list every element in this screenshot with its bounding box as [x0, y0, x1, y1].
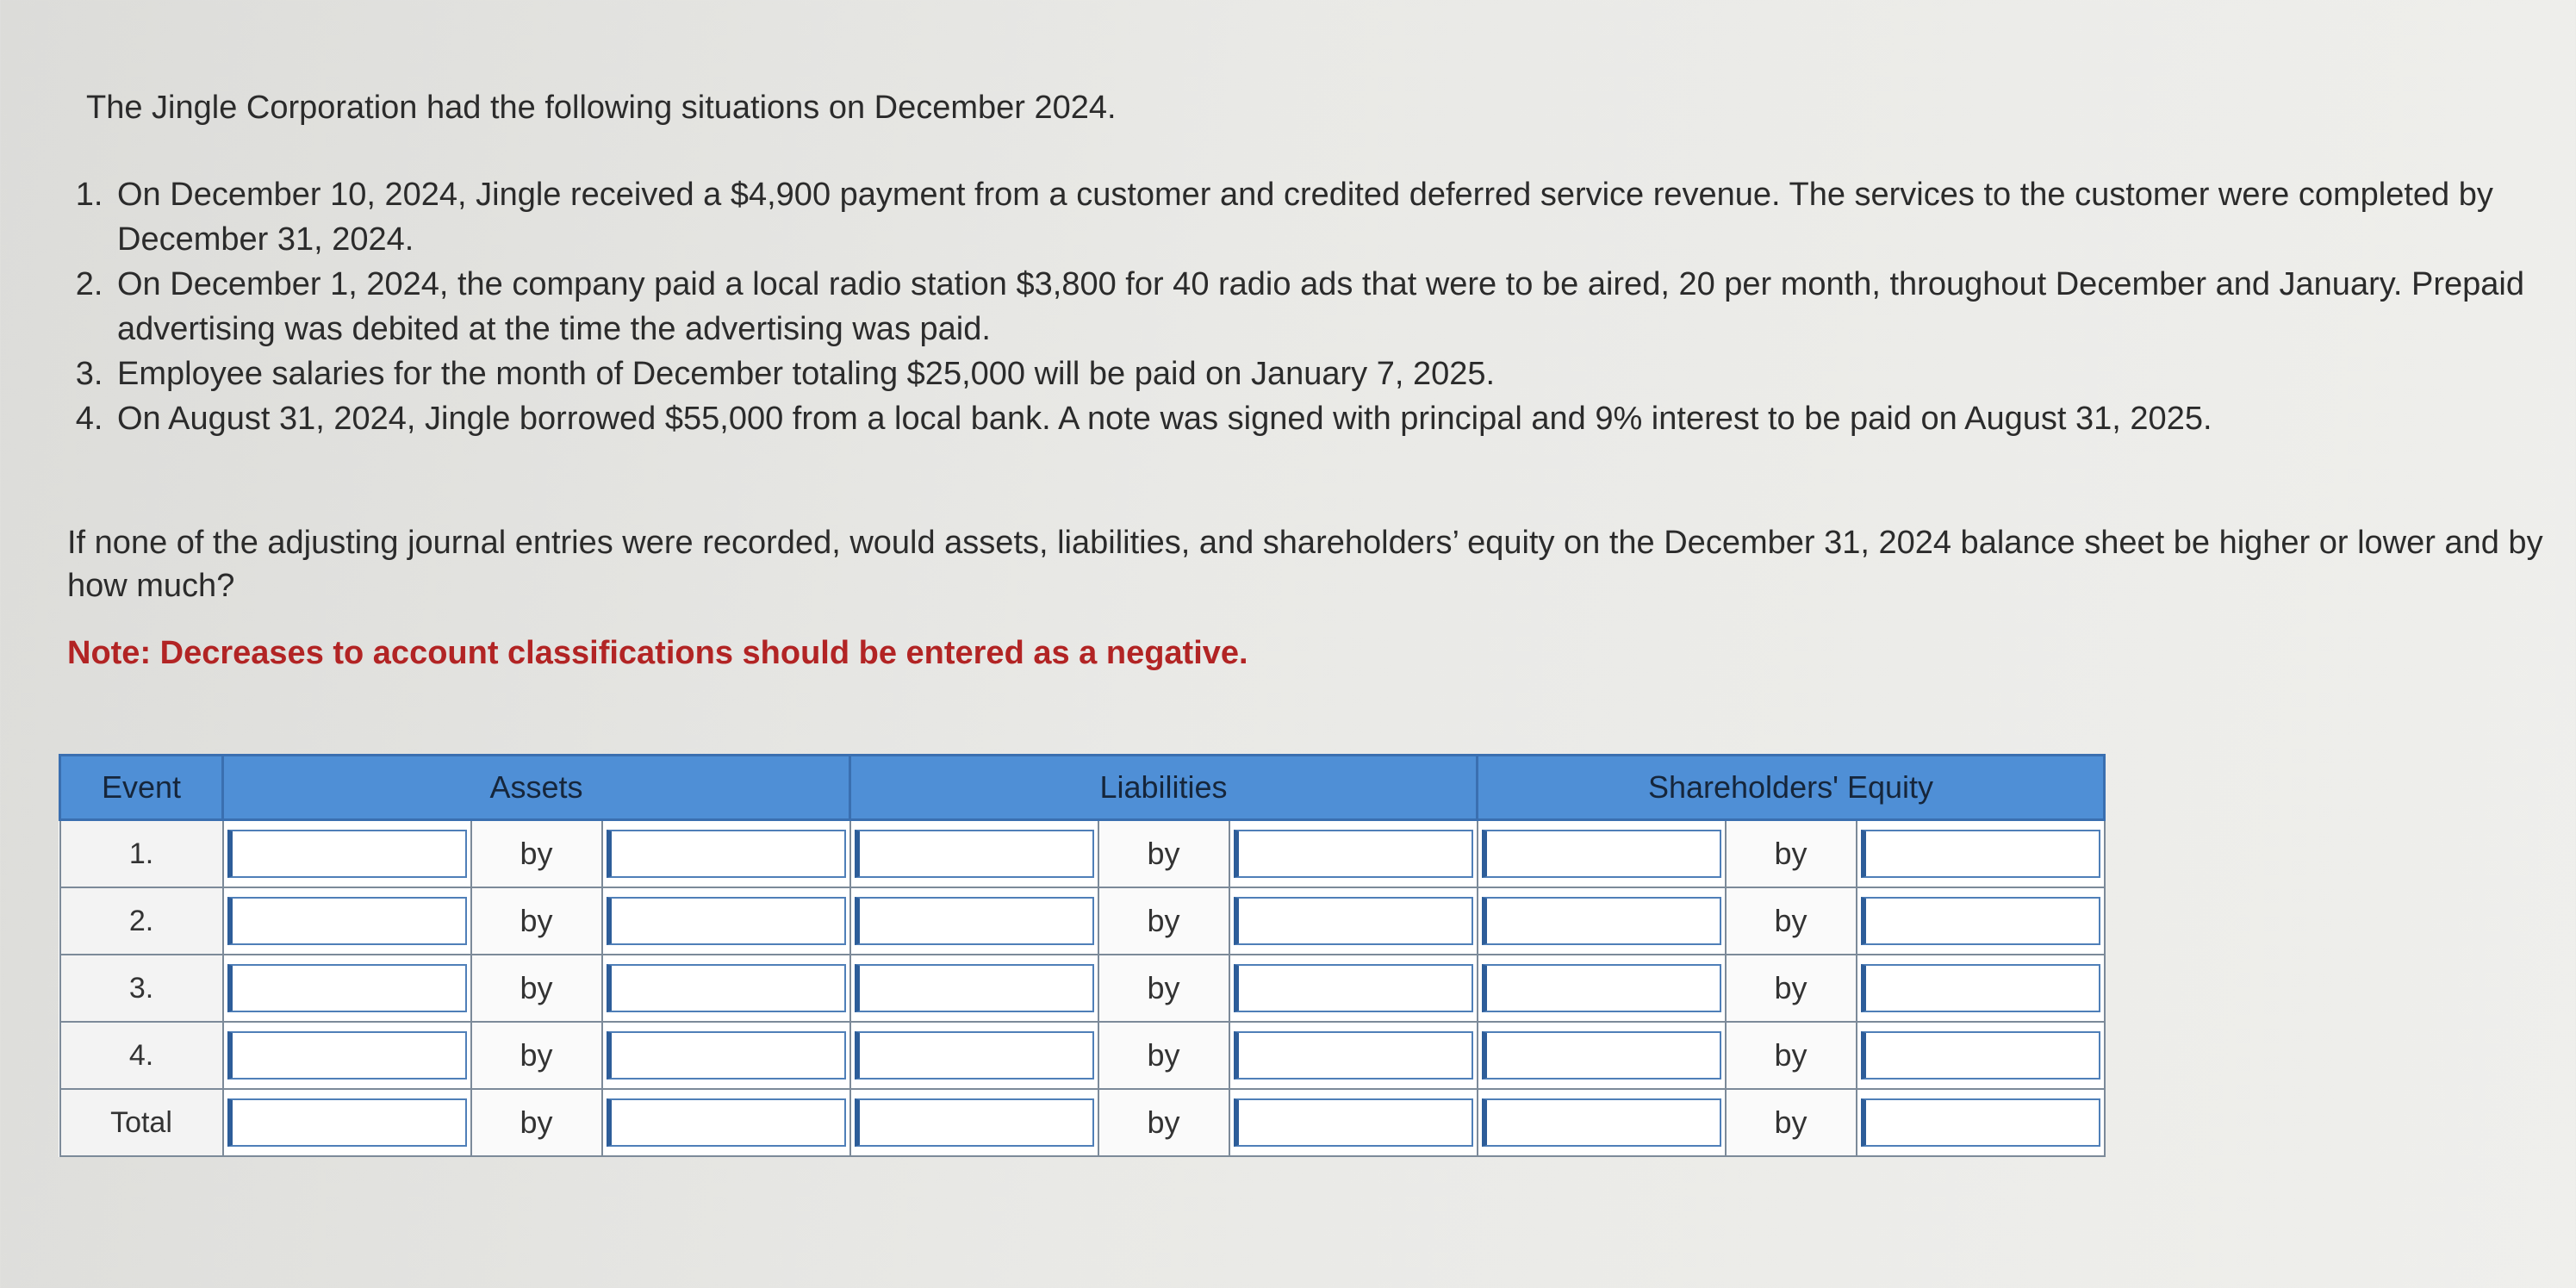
- liabilities-direction-cell: [850, 887, 1098, 955]
- equity-amount-input[interactable]: [1861, 964, 2100, 1012]
- table-header-row: [60, 756, 2105, 820]
- assets-amount-input[interactable]: [607, 897, 846, 945]
- assets-amount-input[interactable]: [607, 830, 846, 878]
- equity-direction-select[interactable]: [1482, 1098, 1721, 1147]
- event-label: 2.: [60, 887, 223, 955]
- equity-amount-cell: [1857, 955, 2105, 1022]
- liabilities-direction-cell: [850, 820, 1098, 888]
- assets-amount-cell: [602, 955, 850, 1022]
- liabilities-direction-select[interactable]: [855, 1098, 1094, 1147]
- equity-direction-cell: [1478, 1089, 1726, 1156]
- table-row: [60, 887, 2105, 955]
- equity-direction-select[interactable]: [1482, 1031, 1721, 1080]
- assets-amount-input[interactable]: [607, 1098, 846, 1147]
- assets-by-label: by: [471, 887, 602, 955]
- event-label: 1.: [60, 820, 223, 888]
- assets-direction-cell: [223, 955, 471, 1022]
- liabilities-by-label: by: [1098, 955, 1229, 1022]
- equity-amount-cell: [1857, 887, 2105, 955]
- equity-by-label: by: [1726, 1022, 1857, 1089]
- liabilities-amount-cell: [1229, 820, 1478, 888]
- situations-list: [69, 172, 2576, 441]
- assets-direction-cell: [223, 1089, 471, 1156]
- liabilities-amount-cell: [1229, 1089, 1478, 1156]
- equity-amount-input[interactable]: [1861, 830, 2100, 878]
- situation-item-4: 4. On August 31, 2024, Jingle borrowed $55,000 from a local bank. A note was signed with principal and 9% interest to be paid on August 31, 2025.: [112, 396, 2576, 441]
- assets-by-label: by: [471, 1022, 602, 1089]
- equity-by-label: by: [1726, 955, 1857, 1022]
- equity-by-label: by: [1726, 887, 1857, 955]
- assets-amount-input[interactable]: [607, 1031, 846, 1080]
- event-label: 4.: [60, 1022, 223, 1089]
- equity-by-label: by: [1726, 820, 1857, 888]
- assets-by-label: by: [471, 820, 602, 888]
- liabilities-by-label: by: [1098, 887, 1229, 955]
- event-label: 3.: [60, 955, 223, 1022]
- equity-by-label: by: [1726, 1089, 1857, 1156]
- liabilities-amount-cell: [1229, 955, 1478, 1022]
- table-row: [60, 820, 2105, 888]
- liabilities-amount-cell: [1229, 887, 1478, 955]
- assets-direction-select[interactable]: [227, 964, 467, 1012]
- equity-direction-cell: [1478, 955, 1726, 1022]
- answer-table: [59, 754, 2106, 1157]
- situation-item-2: 2. On December 1, 2024, the company paid a local radio station $3,800 for 40 radio ads that were to be aired, 20 per month, throughout December and January. Prepaid advertising was debited at the time the advertising was paid.: [112, 262, 2576, 352]
- assets-direction-select[interactable]: [227, 1031, 467, 1080]
- assets-by-label: by: [471, 1089, 602, 1156]
- liabilities-amount-input[interactable]: [1234, 830, 1473, 878]
- liabilities-direction-cell: [850, 1089, 1098, 1156]
- equity-direction-select[interactable]: [1482, 897, 1721, 945]
- equity-direction-select[interactable]: [1482, 964, 1721, 1012]
- equity-direction-cell: [1478, 887, 1726, 955]
- assets-by-label: by: [471, 955, 602, 1022]
- liabilities-direction-select[interactable]: [855, 964, 1094, 1012]
- assets-amount-input[interactable]: [607, 964, 846, 1012]
- liabilities-direction-cell: [850, 1022, 1098, 1089]
- event-column-header: Event: [60, 756, 223, 820]
- liabilities-direction-cell: [850, 955, 1098, 1022]
- intro-text: The Jingle Corporation had the following situations on December 2024.: [86, 90, 1117, 126]
- assets-amount-cell: [602, 887, 850, 955]
- table-row: [60, 1022, 2105, 1089]
- equity-amount-input[interactable]: [1861, 1031, 2100, 1080]
- equity-direction-cell: [1478, 820, 1726, 888]
- assets-amount-cell: [602, 1022, 850, 1089]
- assets-amount-cell: [602, 820, 850, 888]
- event-label: Total: [60, 1089, 223, 1156]
- table-row-total: [60, 1089, 2105, 1156]
- question-text: If none of the adjusting journal entries were recorded, would assets, liabilities, and shareholders’ equity on the December 31, 2024 balance sheet be higher or lower and by how much?: [67, 525, 2543, 604]
- liabilities-by-label: by: [1098, 1022, 1229, 1089]
- liabilities-amount-cell: [1229, 1022, 1478, 1089]
- equity-amount-cell: [1857, 1022, 2105, 1089]
- instruction-note: Note: Decreases to account classifications should be entered as a negative.: [67, 635, 1248, 671]
- assets-direction-select[interactable]: [227, 1098, 467, 1147]
- liabilities-direction-select[interactable]: [855, 830, 1094, 878]
- liabilities-direction-select[interactable]: [855, 1031, 1094, 1080]
- liabilities-amount-input[interactable]: [1234, 964, 1473, 1012]
- equity-column-header: Shareholders' Equity: [1478, 756, 2105, 820]
- assets-direction-cell: [223, 820, 471, 888]
- table-row: [60, 955, 2105, 1022]
- assets-direction-select[interactable]: [227, 830, 467, 878]
- equity-direction-cell: [1478, 1022, 1726, 1089]
- liabilities-by-label: by: [1098, 1089, 1229, 1156]
- assets-direction-cell: [223, 1022, 471, 1089]
- assets-direction-select[interactable]: [227, 897, 467, 945]
- liabilities-amount-input[interactable]: [1234, 897, 1473, 945]
- liabilities-amount-input[interactable]: [1234, 1098, 1473, 1147]
- liabilities-column-header: Liabilities: [850, 756, 1478, 820]
- assets-direction-cell: [223, 887, 471, 955]
- liabilities-amount-input[interactable]: [1234, 1031, 1473, 1080]
- assets-column-header: Assets: [223, 756, 850, 820]
- equity-amount-cell: [1857, 1089, 2105, 1156]
- equity-amount-input[interactable]: [1861, 897, 2100, 945]
- situation-item-1: 1. On December 10, 2024, Jingle received a $4,900 payment from a customer and credited deferred service revenue. The services to the customer were completed by December 31, 2024.: [112, 172, 2576, 262]
- equity-amount-input[interactable]: [1861, 1098, 2100, 1147]
- liabilities-by-label: by: [1098, 820, 1229, 888]
- equity-amount-cell: [1857, 820, 2105, 888]
- situation-item-3: 3. Employee salaries for the month of December totaling $25,000 will be paid on January 7, 2025.: [112, 352, 2576, 396]
- assets-amount-cell: [602, 1089, 850, 1156]
- liabilities-direction-select[interactable]: [855, 897, 1094, 945]
- equity-direction-select[interactable]: [1482, 830, 1721, 878]
